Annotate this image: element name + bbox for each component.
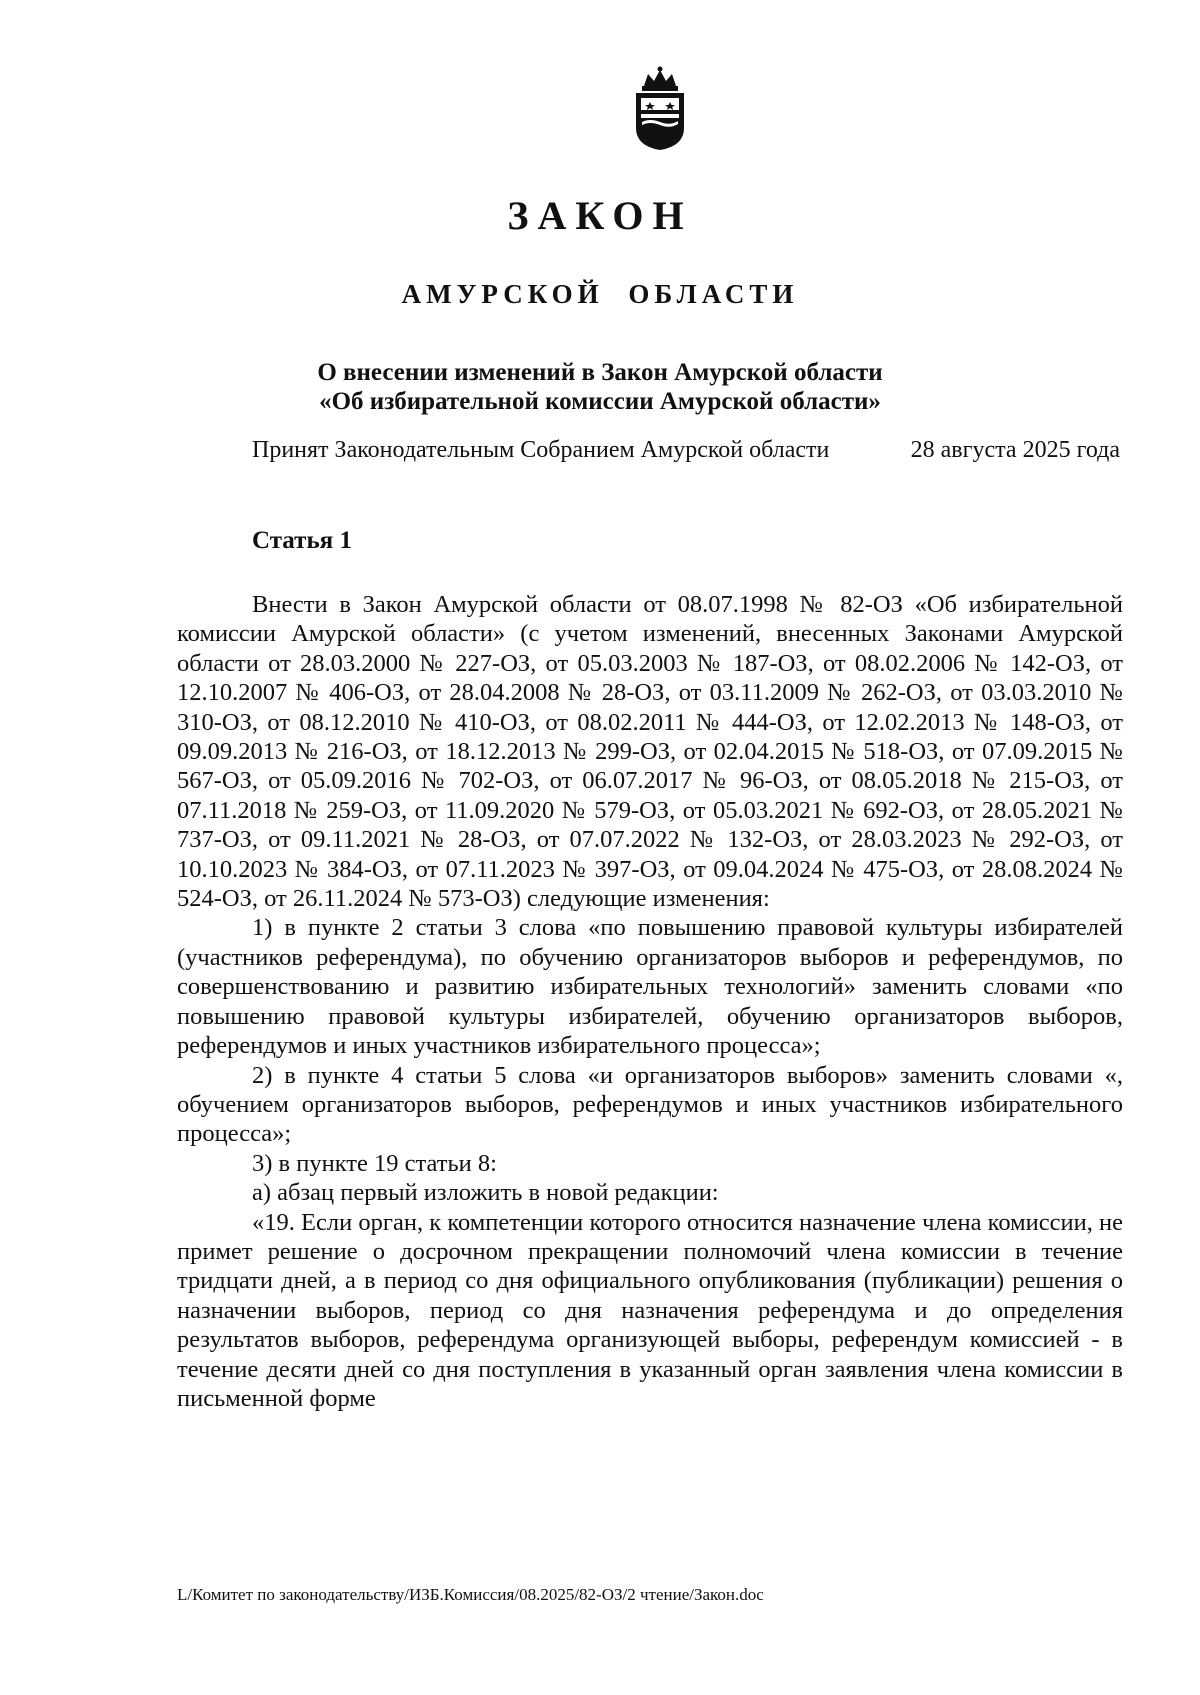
article-title: Статья 1 <box>252 527 352 554</box>
law-heading <box>0 358 1200 416</box>
subtitle-word-region: АМУРСКОЙ <box>401 279 604 309</box>
article-paragraph: 1) в пункте 2 статьи 3 слова «по повышению правовой культуры избирателей (участников референдума), по обучению организаторов выборов и референдумов, по совершенствованию и развитию избирательных технологий» заменить словами «по повышению правовой культуры избирателей, обучению организаторов выборов, референдумов и иных участников избирательного процесса»; <box>177 914 1123 1060</box>
article-paragraph: Внести в Закон Амурской области от 08.07.1998 № 82-ОЗ «Об избирательной комиссии Амурской области» (с учетом изменений, внесенных Законами Амурской области от 28.03.2000 № 227-ОЗ, от 05.03.2003 № 187-ОЗ, от 08.02.2006 № 142-ОЗ, от 12.10.2007 № 406-ОЗ, от 28.04.2008 № 28-ОЗ, от 03.11.2009 № 262-ОЗ, от 03.03.2010 № 310-ОЗ, от 08.12.2010 № 410-ОЗ, от 08.02.2011 № 444-ОЗ, от 12.02.2013 № 148-ОЗ, от 09.09.2013 № 216-ОЗ, от 18.12.2013 № 299-ОЗ, от 02.04.2015 № 518-ОЗ, от 07.09.2015 № 567-ОЗ, от 05.09.2016 № 702-ОЗ, от 06.07.2017 № 96-ОЗ, от 08.05.2018 № 215-ОЗ, от 07.11.2018 № 259-ОЗ, от 11.09.2020 № 579-ОЗ, от 05.03.2021 № 692-ОЗ, от 28.05.2021 № 737-ОЗ, от 09.11.2021 № 28-ОЗ, от 07.07.2022 № 132-ОЗ, от 28.03.2023 № 292-ОЗ, от 10.10.2023 № 384-ОЗ, от 07.11.2023 № 397-ОЗ, от 09.04.2024 № 475-ОЗ, от 28.08.2024 № 524-ОЗ, от 26.11.2024 № 573-ОЗ) следующие изменения: <box>177 591 1123 913</box>
adoption-line <box>252 435 1120 465</box>
law-heading-line-1: О внесении изменений в Закон Амурской области <box>317 359 883 386</box>
adoption-text: Принят Законодательным Собранием Амурской области <box>252 437 830 463</box>
article-paragraph: а) абзац первый изложить в новой редакции: <box>252 1179 719 1207</box>
adoption-date: 28 августа 2025 года <box>910 437 1120 463</box>
article-paragraph: 3) в пункте 19 статьи 8: <box>252 1149 497 1177</box>
document-subtitle <box>0 276 1200 312</box>
article-paragraph: «19. Если орган, к компетенции которого относится назначение члена комиссии, не примет решение о досрочном прекращении полномочий члена комиссии в течение тридцати дней, а в период со дня официального опубликования (публикации) решения о назначении выборов, период со дня назначения референдума и до определения результатов выборов, референдума организующей выборы, референдум комиссией - в течение десяти дней со дня поступления в указанный орган заявления члена комиссии в письменной форме <box>177 1208 1123 1412</box>
article-paragraph: 2) в пункте 4 статьи 5 слова «и организаторов выборов» заменить словами «, обучением организаторов выборов, референдумов и иных участников избирательного процесса»; <box>177 1061 1123 1148</box>
coat-of-arms-emblem <box>630 66 690 152</box>
subtitle-word-oblast: ОБЛАСТИ <box>628 279 799 309</box>
document-title: ЗАКОН <box>507 193 693 238</box>
file-path-footer: L/Комитет по законодательству/ИЗБ.Комиссия/08.2025/82-ОЗ/2 чтение/Закон.doc <box>177 1585 764 1604</box>
law-heading-line-2: «Об избирательной комиссии Амурской области» <box>319 388 881 415</box>
article-body <box>177 590 1123 1413</box>
